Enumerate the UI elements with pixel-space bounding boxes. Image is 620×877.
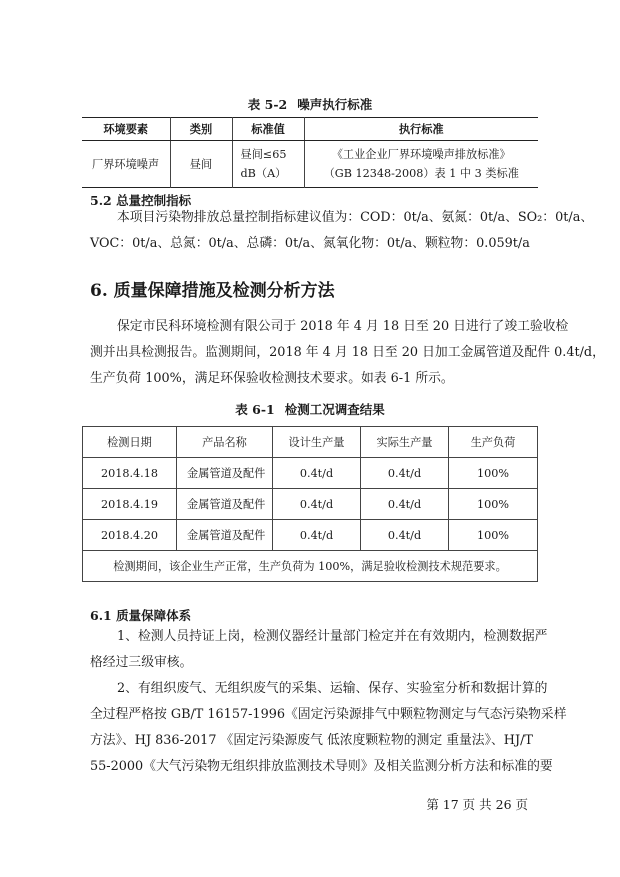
table-6-1-title: 检测工况调查结果 bbox=[284, 402, 385, 417]
working-condition-table bbox=[82, 426, 538, 582]
cell-load: 100% bbox=[449, 489, 538, 520]
section-5-2-heading: 5.2 总量控制指标 bbox=[90, 193, 192, 208]
table-header-row bbox=[82, 118, 538, 141]
cell-value-line1: 昼间≤65 bbox=[240, 148, 287, 161]
item2-line4: 55-2000《大气污染物无组织排放监测技术导则》及相关监测分析方法和标准的要 bbox=[90, 759, 553, 774]
cell-executive-standard bbox=[304, 141, 538, 188]
cell-standard-line1: 《工业企业厂界环境噪声排放标准》 bbox=[331, 148, 511, 161]
section-6-1-heading: 6.1 质量保障体系 bbox=[90, 608, 192, 623]
section-5-2-line2: VOC：0t/a、总氮：0t/a、总磷：0t/a、氮氧化物：0t/a、颗粒物：0.059t/a bbox=[90, 236, 530, 251]
item1-line1: 1、检测人员持证上岗，检测仪器经计量部门检定并在有效期内，检测数据严 bbox=[117, 629, 548, 644]
section-6-line1: 保定市民科环境检测有限公司于 2018 年 4 月 18 日至 20 日进行了竣工验收检 bbox=[117, 319, 569, 334]
cell-actual: 0.4t/d bbox=[361, 489, 449, 520]
cell-load: 100% bbox=[449, 458, 538, 489]
header-actual-output: 实际生产量 bbox=[361, 427, 449, 458]
header-executive-standard: 执行标准 bbox=[304, 118, 538, 141]
header-env-element: 环境要素 bbox=[82, 118, 170, 141]
table-row bbox=[82, 141, 538, 188]
cell-category: 昼间 bbox=[170, 141, 232, 188]
cell-standard-line2: （GB 12348-2008）表 1 中 3 类标准 bbox=[323, 167, 519, 180]
cell-date: 2018.4.20 bbox=[83, 520, 177, 551]
cell-date: 2018.4.19 bbox=[83, 489, 177, 520]
cell-value-line2: dB（A） bbox=[240, 167, 287, 180]
table-6-1-caption bbox=[0, 400, 620, 418]
section-6-line2: 测并出具检测报告。监测期间，2018 年 4 月 18 日至 20 日加工金属管道及配件 0.4t/d， bbox=[90, 345, 605, 360]
section-6-heading: 6. 质量保障措施及检测分析方法 bbox=[90, 281, 335, 301]
cell-actual: 0.4t/d bbox=[361, 520, 449, 551]
table-5-2-title: 噪声执行标准 bbox=[297, 97, 373, 112]
header-standard-value: 标准值 bbox=[232, 118, 304, 141]
table-5-2-caption bbox=[0, 95, 620, 113]
table-6-1-number: 表 6-1 bbox=[235, 402, 275, 417]
item2-line3: 方法》、HJ 836-2017 《固定污染源废气 低浓度颗粒物的测定 重量法》、HJ/T bbox=[90, 733, 533, 748]
section-6-1-body bbox=[90, 624, 567, 780]
page-number: 第 17 页 共 26 页 bbox=[426, 797, 528, 812]
item2-line2: 全过程严格按 GB/T 16157-1996《固定污染源排气中颗粒物测定与气态污染物采样 bbox=[90, 707, 567, 722]
section-5-2-line1: 本项目污染物排放总量控制指标建议值为：COD：0t/a、氨氮：0t/a、SO₂：0t/a、 bbox=[117, 210, 594, 225]
table-row bbox=[83, 520, 538, 551]
header-category: 类别 bbox=[170, 118, 232, 141]
table-note: 检测期间，该企业生产正常，生产负荷为 100%，满足验收检测技术规范要求。 bbox=[83, 551, 538, 582]
section-6-line3: 生产负荷 100%，满足环保验收检测技术要求。如表 6-1 所示。 bbox=[90, 371, 454, 386]
table-row bbox=[83, 458, 538, 489]
cell-product: 金属管道及配件 bbox=[177, 520, 273, 551]
item1-line2: 格经过三级审核。 bbox=[90, 655, 193, 670]
cell-standard-value bbox=[232, 141, 304, 188]
table-5-2-number: 表 5-2 bbox=[247, 97, 288, 112]
section-6-paragraph bbox=[90, 314, 605, 392]
header-date: 检测日期 bbox=[83, 427, 177, 458]
cell-product: 金属管道及配件 bbox=[177, 458, 273, 489]
cell-design: 0.4t/d bbox=[273, 489, 361, 520]
item2-line1: 2、有组织废气、无组织废气的采集、运输、保存、实验室分析和数据计算的 bbox=[117, 681, 548, 696]
cell-design: 0.4t/d bbox=[273, 520, 361, 551]
section-5-2-body bbox=[90, 205, 594, 257]
header-design-output: 设计生产量 bbox=[273, 427, 361, 458]
cell-load: 100% bbox=[449, 520, 538, 551]
table-header-row bbox=[83, 427, 538, 458]
cell-product: 金属管道及配件 bbox=[177, 489, 273, 520]
noise-standard-table bbox=[82, 117, 538, 188]
cell-actual: 0.4t/d bbox=[361, 458, 449, 489]
cell-env-element: 厂界环境噪声 bbox=[82, 141, 170, 188]
cell-design: 0.4t/d bbox=[273, 458, 361, 489]
table-row bbox=[83, 489, 538, 520]
table-note-row bbox=[83, 551, 538, 582]
header-load: 生产负荷 bbox=[449, 427, 538, 458]
cell-date: 2018.4.18 bbox=[83, 458, 177, 489]
header-product: 产品名称 bbox=[177, 427, 273, 458]
